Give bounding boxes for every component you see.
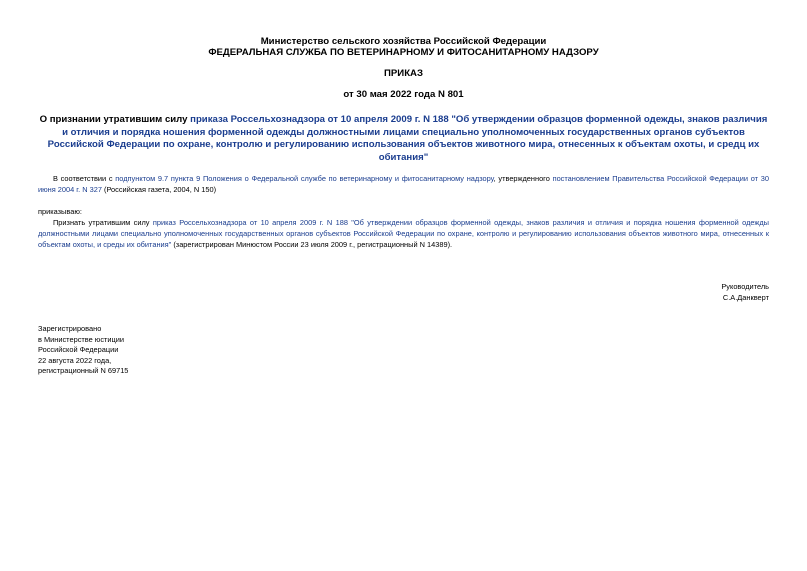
registration-line-1: Зарегистрировано	[38, 324, 102, 333]
ministry-name: Министерство сельского хозяйства Российской Федерации	[260, 36, 547, 47]
document-type: ПРИКАЗ	[384, 68, 423, 79]
preamble-paragraph	[38, 173, 769, 195]
order-paragraph	[38, 217, 769, 250]
title-link[interactable]: приказа Россельхознадзора от 10 апреля 2009 г. N 188 "Об утверждении образцов форменной одежды, знаков различия и отличия и порядка ношения форменной одежды должностными лицами специально уполномоченных государственных органов субъектов Российской Федерации по охране, контролю и регулированию использования объектов животного мира, отнесенных к объектам охоты, и средц их обитания"	[47, 114, 768, 163]
order-text-1: Признать утратившим силу	[53, 218, 153, 227]
registration-line-2: в Министерстве юстиции	[38, 335, 125, 344]
registration-line-5: регистрационный N 69715	[38, 366, 129, 375]
registration-line-4: 22 августа 2022 года,	[38, 356, 112, 365]
signature-name: С.А.Данкверт	[722, 293, 769, 302]
registration-line-3: Российской Федерации	[38, 345, 119, 354]
order-word: приказываю:	[38, 207, 82, 216]
service-name: ФЕДЕРАЛЬНАЯ СЛУЖБА ПО ВЕТЕРИНАРНОМУ И ФИТОСАНИТАРНОМУ НАДЗОРУ	[208, 47, 599, 58]
preamble-text-2: , утвержденного	[493, 174, 553, 183]
title-prefix: О признании утратившим силу	[39, 114, 191, 125]
document-date: от 30 мая 2022 года N 801	[343, 89, 464, 100]
preamble-link-1[interactable]: подпунктом 9.7 пункта 9 Положения о Федеральной службе по ветеринарному и фитосанитарному надзору	[115, 174, 494, 183]
preamble-link-2[interactable]: постановлением Правительства Российской Федерации от 30 июня 2004 г. N 327	[38, 174, 769, 194]
order-link[interactable]: приказ Россельхознадзора от 10 апреля 2009 г. N 188 "Об утверждении образцов форменной одежды, знаков различия и отличия и порядка ношения форменной одежды должностными лицами специально уполномоченных государственных органов субъектов Российской Федерации по охране, контролю и регулированию использования объектов животного мира, отнесенных к объектам охоты, и среды их обитания"	[38, 218, 769, 249]
order-text-2: (зарегистрирован Минюстом России 23 июля 2009 г., регистрационный N 14389).	[171, 240, 453, 249]
document-title	[36, 114, 771, 164]
signature-position: Руководитель	[721, 282, 769, 291]
preamble-text-3: (Российская газета, 2004, N 150)	[101, 185, 217, 194]
preamble-text-1: В соответствии с	[53, 174, 116, 183]
